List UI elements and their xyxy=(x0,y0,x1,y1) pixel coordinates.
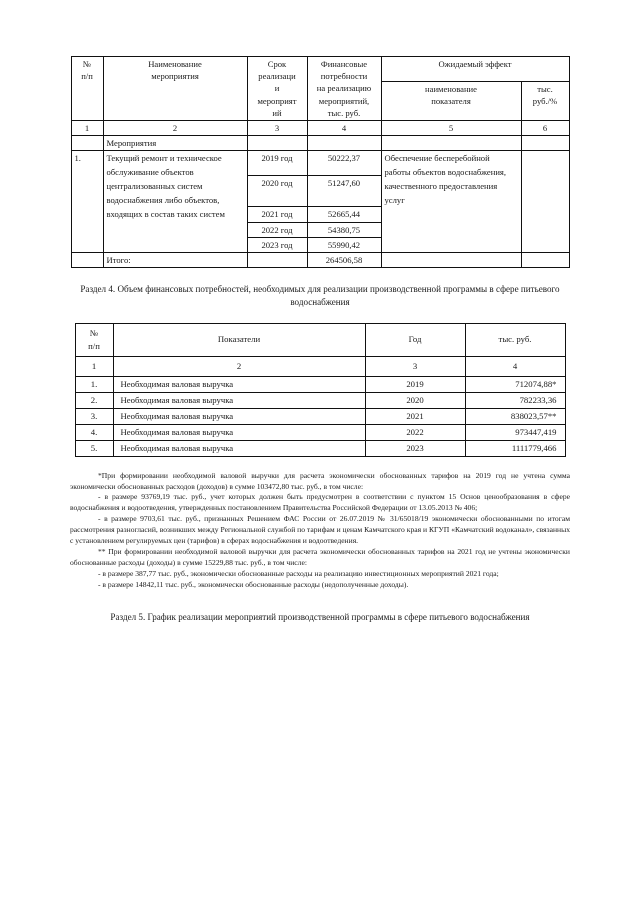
t2-row1-indicator: Необходимая валовая выручка xyxy=(113,376,365,392)
table-row xyxy=(75,440,565,456)
colnum-5: 5 xyxy=(381,121,521,136)
table-row xyxy=(71,151,569,176)
header-measure-line1: Наименование xyxy=(148,59,202,69)
footnote-paragraph-4: ** При формировании необходимой валовой выручки для расчета экономически обоснованных тарифов на 2021 год не учтены экономически обоснованные расходы (доходы) в сумме 15229,88 тыс. руб., в том числе: xyxy=(70,547,570,567)
t2-row4-indicator: Необходимая валовая выручка xyxy=(113,424,365,440)
total-amount: 264506,58 xyxy=(307,253,381,268)
table1-container xyxy=(70,0,570,268)
t2-row3-value: 838023,57** xyxy=(465,408,565,424)
header-cell-financing xyxy=(307,57,381,121)
t2-row5-no: 5. xyxy=(75,440,113,456)
header-cell-thousand-rub-pct xyxy=(521,81,569,121)
header-no-line2: п/п xyxy=(81,71,93,82)
group-row-amount xyxy=(307,136,381,151)
t2-row1-year: 2019 xyxy=(365,376,465,392)
gross-revenue-table xyxy=(75,323,566,457)
section-heading-razdel-5: Раздел 5. График реализации мероприятий производственной программы в сфере питьевого водоснабжения xyxy=(110,611,530,622)
t2-row3-year: 2021 xyxy=(365,408,465,424)
header-cell-term xyxy=(247,57,307,121)
section-heading-razdel-4: Раздел 4. Объем финансовых потребностей, необходимых для реализации производственной программы в сфере питьевого водоснабжения xyxy=(80,284,560,308)
header-term-line4: мероприят xyxy=(257,95,297,106)
header-cell-expected-effect-group: Ожидаемый эффект xyxy=(381,57,569,82)
row1-amount-2022: 54380,75 xyxy=(307,222,381,237)
header-unit-line2: руб./% xyxy=(532,95,558,106)
row1-expected-effect: Обеспечение бесперебойной работы объектов водоснабжения, качественного предоставления услуг xyxy=(381,151,521,253)
row1-year-2021: 2021 год xyxy=(247,207,307,222)
t2-header-year: Год xyxy=(365,323,465,356)
t2-row3-indicator: Необходимая валовая выручка xyxy=(113,408,365,424)
header-ind-line1: наименование xyxy=(425,83,477,94)
footnote-paragraph-2: - в размере 93769,19 тыс. руб., учет которых должен быть предусмотрен в соответствии с пунктом 15 Основ ценообразования в сфере водоснабжения и водоотведения, утвержденных постановлением Правительства Российской Федерации от 13.05.2013 № 406; xyxy=(70,492,570,513)
header-fin-line1: Финансовые xyxy=(320,59,368,69)
group-row-no xyxy=(71,136,103,151)
row1-unit-value xyxy=(521,151,569,253)
t2-row2-value: 782233,36 xyxy=(465,392,565,408)
group-row-label: Мероприятия xyxy=(103,136,247,151)
header-measure-line2: мероприятия xyxy=(151,71,199,82)
header-cell-indicator-name xyxy=(381,81,521,121)
t2-row5-indicator: Необходимая валовая выручка xyxy=(113,440,365,456)
header-term-line5: ий xyxy=(272,107,282,118)
t2-colnum-4: 4 xyxy=(465,356,565,376)
header-fin-line4: мероприятий, xyxy=(318,95,370,106)
header-term-line1: Срок xyxy=(267,59,287,69)
group-row-effect xyxy=(381,136,521,151)
t2-row4-no: 4. xyxy=(75,424,113,440)
t2-row5-year: 2023 xyxy=(365,440,465,456)
table-row-group-label xyxy=(71,136,569,151)
total-term xyxy=(247,253,307,268)
t2-header-no-line1: № xyxy=(89,328,99,339)
table-row xyxy=(75,392,565,408)
t2-header-thousand-rub: тыс. руб. xyxy=(465,323,565,356)
colnum-4: 4 xyxy=(307,121,381,136)
table-row xyxy=(75,408,565,424)
t2-row4-year: 2022 xyxy=(365,424,465,440)
t2-colnum-3: 3 xyxy=(365,356,465,376)
row1-measure-name: Текущий ремонт и техническое обслуживание объектов централизованных систем водоснабжения либо объектов, входящих в состав таких систем xyxy=(103,151,247,253)
t2-colnum-1: 1 xyxy=(75,356,113,376)
footnote-paragraph-5: - в размере 387,77 тыс. руб., экономически обоснованные расходы на реализацию инвестиционных мероприятий 2021 года; xyxy=(98,568,499,578)
row1-year-2019: 2019 год xyxy=(247,151,307,176)
row1-amount-2023: 55990,42 xyxy=(307,237,381,252)
header-fin-line2: потребности xyxy=(320,71,368,82)
row1-amount-2021: 52665,44 xyxy=(307,207,381,222)
t2-row1-value: 712074,88* xyxy=(465,376,565,392)
colnum-1: 1 xyxy=(71,121,103,136)
t2-row2-year: 2020 xyxy=(365,392,465,408)
header-term-line2: реализаци xyxy=(258,71,296,82)
t2-row3-no: 3. xyxy=(75,408,113,424)
t2-row4-value: 973447,419 xyxy=(465,424,565,440)
header-unit-line1: тыс. xyxy=(537,83,553,94)
row1-amount-2020: 51247,60 xyxy=(307,176,381,207)
row1-year-2022: 2022 год xyxy=(247,222,307,237)
total-unit xyxy=(521,253,569,268)
total-label: Итого: xyxy=(103,253,247,268)
t2-header-no-line2: п/п xyxy=(88,340,100,351)
total-effect xyxy=(381,253,521,268)
header-no-line1: № xyxy=(82,59,92,69)
total-no xyxy=(71,253,103,268)
table2-column-number-row xyxy=(75,356,565,376)
t2-header-no xyxy=(75,323,113,356)
row1-amount-2019: 50222,37 xyxy=(307,151,381,176)
column-number-row xyxy=(71,121,569,136)
table-row-total xyxy=(71,253,569,268)
group-row-unit xyxy=(521,136,569,151)
header-ind-line2: показателя xyxy=(431,95,471,106)
t2-row2-indicator: Необходимая валовая выручка xyxy=(113,392,365,408)
header-term-line3: и xyxy=(274,83,280,94)
group-row-term xyxy=(247,136,307,151)
row1-no: 1. xyxy=(71,151,103,253)
footnote-paragraph-3: - в размере 9703,61 тыс. руб., признанных Решением ФАС России от 26.07.2019 № 31/65018/19 экономически обоснованными по итогам рассмотрения разногласий, возникших между Региональной службой по тарифам и ценам Камчатского края и КГУП «Камчатский водоканал», связанных с установлением регулируемых цен (тарифов) в сферах водоснабжения и водоотведения. xyxy=(70,514,570,546)
footnote-paragraph-1: *При формировании необходимой валовой выручки для расчета экономически обоснованных тарифов на 2019 год не учтена сумма экономически обоснованных расходов (доходов) в сумме 103472,80 тыс. руб., в том числе: xyxy=(70,470,570,491)
header-fin-line5: тыс. руб. xyxy=(327,107,361,118)
table2-header-row xyxy=(75,323,565,356)
measures-financing-table xyxy=(71,56,570,268)
header-fin-line3: на реализацию xyxy=(316,83,372,94)
colnum-3: 3 xyxy=(247,121,307,136)
t2-row5-value: 1111779,466 xyxy=(465,440,565,456)
row1-year-2023: 2023 год xyxy=(247,237,307,252)
footnotes-block xyxy=(70,457,570,591)
t2-header-indicators: Показатели xyxy=(113,323,365,356)
colnum-6: 6 xyxy=(521,121,569,136)
table-header-row xyxy=(71,57,569,82)
t2-row2-no: 2. xyxy=(75,392,113,408)
table-row xyxy=(75,376,565,392)
t2-colnum-2: 2 xyxy=(113,356,365,376)
table-row xyxy=(75,424,565,440)
header-cell-measure-name xyxy=(103,57,247,121)
t2-row1-no: 1. xyxy=(75,376,113,392)
footnote-paragraph-6: - в размере 14842,11 тыс. руб., экономически обоснованные расходы (недополученные доходы). xyxy=(98,579,409,589)
colnum-2: 2 xyxy=(103,121,247,136)
row1-year-2020: 2020 год xyxy=(247,176,307,207)
header-cell-no xyxy=(71,57,103,121)
